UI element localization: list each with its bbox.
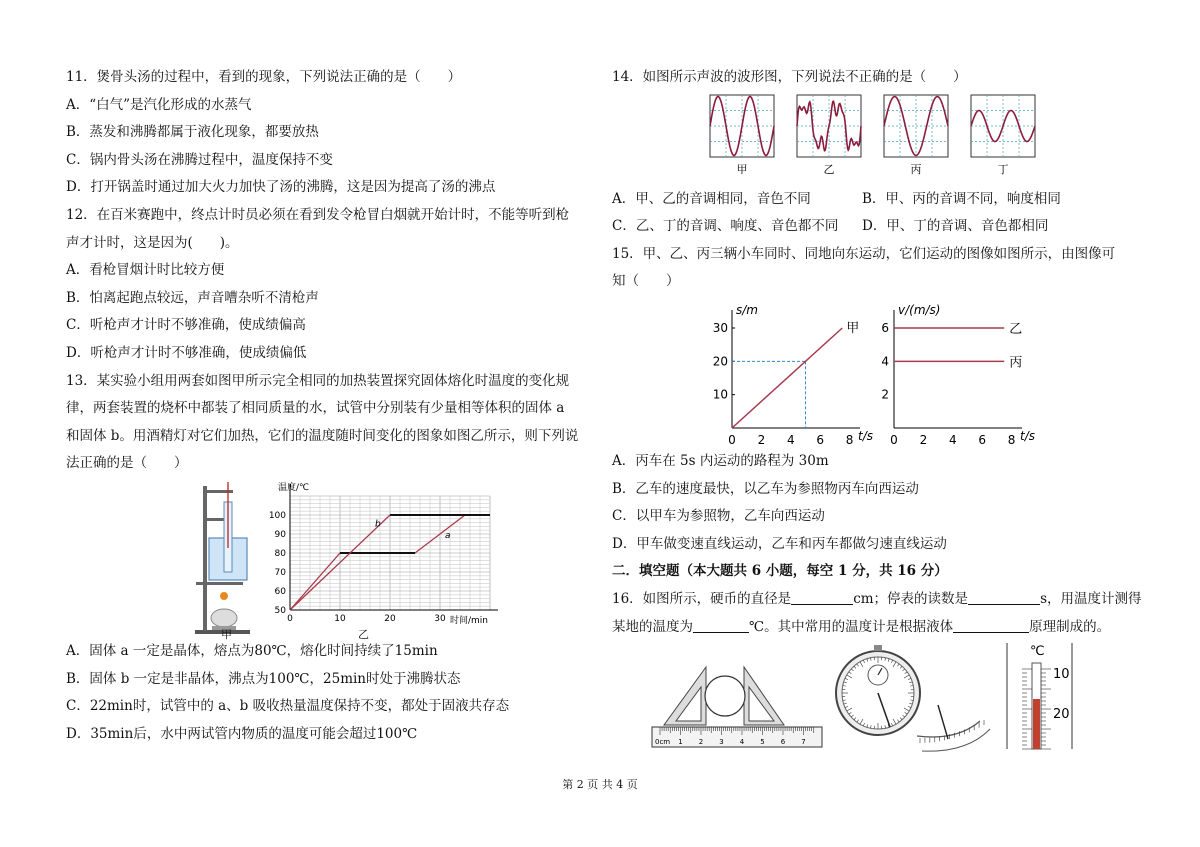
y-tick-label: 6 [881,320,889,335]
ruler-tick-label: 1 [678,738,683,747]
q14-stem: 14．如图所示声波的波形图，下列说法不正确的是（ ） [612,69,967,85]
fig-label-jia: 甲 [221,627,232,641]
left-column [66,64,591,748]
q13-option-b: B．固体 b 一定是非晶体，沸点为100℃，25min时处于沸腾状态 [66,670,461,687]
q13-stem-4: 法正确的是（ ） [66,455,188,472]
x-tick-label: 30 [434,613,446,624]
q15-option-d: D．甲车做变速直线运动，乙车和丙车都做匀速直线运动 [612,535,947,552]
waveform-panels [612,92,1142,186]
q16-text-5: ℃。其中常用的温度计是根据液体 [749,618,954,635]
ruler-tick-label: 3 [719,738,724,747]
x-tick-label: 4 [786,432,795,447]
q16-blank-diameter[interactable] [791,589,853,605]
q16-text-6: 原理制成的。 [1029,618,1111,635]
therm-liquid [1033,699,1040,749]
series-label: 丙 [1009,355,1023,371]
coin [705,676,745,716]
x-axis-label: 时间/min [450,615,489,626]
x-tick-label: 2 [919,432,928,447]
q15-option-b: B．乙车的速度最快，以乙车为参照物丙车向西运动 [612,480,919,497]
q11-option-a: A．“白气”是汽化形成的水蒸气 [66,96,252,113]
curve-label-a: a [445,530,451,541]
q13-option-c: C．22min时，试管中的 a、b 吸收热量温度保持不变，都处于固液共存态 [66,698,510,715]
y-tick-label: 20 [712,354,728,369]
y-tick-label: 60 [274,586,286,597]
q12-option-d: D．听枪声才计时不够准确，使成绩偏低 [66,344,307,361]
y-axis-label: s/m [736,302,758,317]
q16-text-1: 16．如图所示，硬币的直径是 [612,590,792,607]
q13-stem-1: 13．某实验小组用两套如图甲所示完全相同的加热装置探究固体熔化时温度的变化规 [66,372,570,389]
y-axis-label: v/(m/s) [898,302,941,317]
q16-text-3: s，用温度计测得 [1040,590,1142,607]
flame [220,592,228,600]
x-tick-label: 8 [845,432,854,447]
x-tick-label: 2 [757,432,766,447]
section-2-heading: 二．填空题（本大题共 6 小题，每空 1 分，共 16 分） [612,563,948,580]
curve-label-b: b [375,519,381,530]
temperature-time-graph [260,478,500,638]
q13-stem-3: 和固体 b。用酒精灯对它们加热，它们的温度随时间变化的图象如图乙所示，则下列说 [66,427,579,444]
waveform-label: 丁 [997,162,1009,176]
series-label-jia: 甲 [846,320,860,336]
q13-option-a: A．固体 a 一定是晶体，熔点为80℃，熔化时间持续了15min [66,642,438,659]
therm-tick-label: 20 [1053,707,1070,723]
q16-instruments [612,641,1142,753]
q14-option-b: B．甲、丙的音调不同，响度相同 [862,190,1061,207]
y-axis-label: 温度/℃ [278,482,310,493]
q15-option-c: C．以甲车为参照物，乙车向西运动 [612,508,825,525]
y-tick-label: 10 [712,387,728,402]
q14-option-d: D．甲、丁的音调、音色都相同 [862,218,1049,235]
q15-stem-1: 15．甲、乙、丙三辆小车同时、同地向东运动，它们运动的图像如图所示，由图像可 [612,245,1116,262]
x-axis-label: t/s [1020,428,1035,443]
x-tick-label: 8 [1007,432,1016,447]
x-tick-label: 0 [287,613,293,624]
q12-option-c: C．听枪声才计时不够准确，使成绩偏高 [66,317,306,334]
y-tick-label: 90 [274,529,286,540]
q16-blank-temperature[interactable] [693,617,749,633]
series-line-jia [732,328,842,428]
q16-line-2 [612,614,1142,642]
q14-waveforms [612,92,1142,186]
x-tick-label: 6 [816,432,825,447]
waveform-label: 乙 [823,162,835,176]
ruler-tick-label: 6 [780,738,786,747]
y-tick-label: 30 [712,320,728,335]
q16-instrument-drawings [612,641,1142,753]
series-label: 乙 [1009,321,1023,337]
q14-options-row-2 [612,213,1142,241]
stand-rod [203,486,207,631]
q12-stem-1: 12．在百米赛跑中，终点计时员必须在看到发令枪冒白烟就开始计时，不能等听到枪 [66,206,570,223]
q11-option-b: B．蒸发和沸腾都属于液化现象，都要放热 [66,124,319,141]
q15-option-a: A．丙车在 5s 内运动的路程为 30m [612,452,829,469]
x-tick-label: 20 [384,613,396,624]
fig-label-yi: 乙 [358,627,369,641]
y-tick-label: 50 [274,605,286,616]
q12-stem-2: 声才计时，这是因为( )。 [66,234,239,251]
v-t-graph [874,296,1054,448]
q13-option-d: D．35min后，水中两试管内物质的温度可能会超过100℃ [66,725,418,742]
q14-options-row-1 [612,186,1142,214]
ruler-tick-label: 4 [739,738,745,747]
ring-support [196,582,243,585]
stopwatch-zoom-hand [938,705,948,739]
therm-unit: ℃ [1030,644,1045,660]
y-tick-label: 70 [274,567,286,578]
y-tick-label: 100 [268,510,286,521]
q12-option-a: A．看枪冒烟计时比较方便 [66,262,225,279]
s-t-graph [712,296,882,448]
q11-option-c: C．锅内骨头汤在沸腾过程中，温度保持不变 [66,151,333,168]
q13-figure [66,478,591,641]
ruler-tick-label: 5 [760,738,765,747]
alcohol-lamp [211,609,237,627]
q11-option-d: D．打开锅盖时通过加大火力加快了汤的沸腾，这是因为提高了汤的沸点 [66,179,496,196]
ruler-tick-label: 2 [698,738,704,747]
y-tick-label: 2 [881,387,889,402]
q16-blank-stopwatch[interactable] [968,589,1040,605]
q15-stem-2: 知（ ） [612,273,680,290]
q15-graphs [612,296,1142,448]
q11-stem: 11．煲骨头汤的过程中，看到的现象，下列说法正确的是（ ） [66,69,462,85]
stopwatch-crown [874,645,882,651]
q13-stem-2: 律，两套装置的烧杯中都装了相同质量的水，试管中分别装有少量相等体积的固体 a [66,400,565,417]
q14-option-a: A．甲、乙的音调相同，音色不同 [612,190,811,207]
x-tick-label: 10 [334,613,346,624]
q16-line-1 [612,586,1142,614]
ruler-tick-label: 7 [801,738,806,747]
x-tick-label: 4 [948,432,957,447]
q16-text-4: 某地的温度为 [612,618,693,635]
x-axis-label: t/s [858,428,873,443]
q12-option-b: B．怕离起跑点较远，声音嘈杂听不清枪声 [66,289,319,306]
q16-blank-principle[interactable] [953,617,1029,633]
waveform-label: 甲 [736,162,748,176]
right-column [612,64,1142,753]
x-tick-label: 0 [728,432,736,447]
therm-tick-label: 10 [1053,667,1070,683]
y-tick-label: 4 [881,354,889,369]
waveform-label: 丙 [910,162,922,176]
page-footer: 第 2 页 共 4 页 [562,778,638,791]
stopwatch-zoom-arc-outer [922,729,990,751]
x-tick-label: 0 [890,432,898,447]
stopwatch-zoom-arc [917,721,980,737]
y-tick-label: 80 [274,548,286,559]
ruler-unit: 0cm [655,738,671,747]
x-tick-label: 6 [978,432,987,447]
q14-option-c: C．乙、丁的音调、响度、音色都不同 [612,218,839,235]
q16-text-2: cm；停表的读数是 [853,590,969,607]
